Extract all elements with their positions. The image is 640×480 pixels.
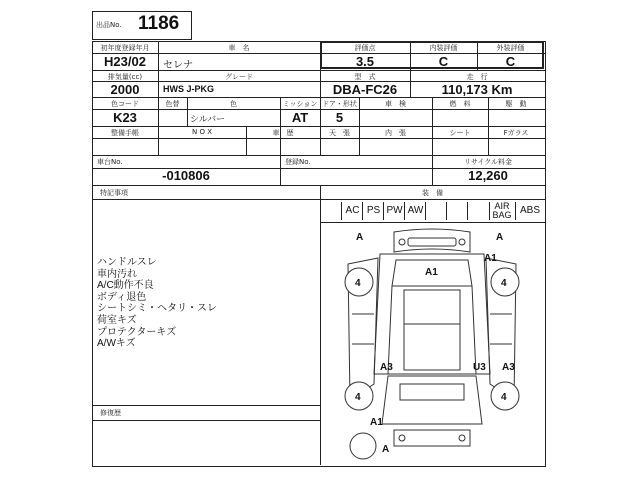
equip-abs: ABS: [519, 205, 540, 216]
model-label: 型 式: [354, 73, 376, 81]
line: [92, 199, 545, 200]
line: [92, 155, 545, 156]
history-label: 車 歴: [272, 129, 294, 137]
displacement: 2000: [110, 82, 140, 97]
transmission: AT: [291, 110, 309, 125]
spare-tire: [350, 433, 376, 459]
repair-history-label: 修復歴: [100, 409, 121, 417]
equip-blank: [446, 202, 468, 220]
mark-tire-fl: 4: [355, 278, 361, 289]
mark-rear-a1: A1: [370, 417, 383, 428]
color-change-label: 色替: [165, 100, 180, 108]
name-label: 車 名: [228, 44, 250, 52]
doors-label: ドア・形状: [322, 100, 357, 108]
line: [92, 97, 545, 98]
line: [92, 185, 545, 186]
line: [92, 405, 320, 406]
mark-right-side-u: U3: [473, 362, 486, 373]
displacement-label: 排気量(cc): [107, 73, 143, 81]
exterior-label: 外装評価: [496, 44, 525, 52]
color-code-label: 色コード: [111, 100, 139, 108]
remark-item: ボディ退色: [97, 291, 147, 303]
inner-lining-label: 内 張: [385, 129, 406, 137]
drive-label: 駆 動: [505, 100, 527, 108]
recycle-label: リサイクル料金: [463, 158, 513, 166]
nox-label: N O X: [192, 128, 212, 136]
line: [320, 185, 321, 465]
interior-label: 内装評価: [429, 44, 458, 52]
grade-label: グレード: [225, 73, 253, 81]
equip-blank: [425, 202, 447, 220]
glass-label: Fガラス: [503, 129, 529, 137]
lot-number: 1186: [138, 13, 180, 34]
equipment-row: [341, 202, 544, 220]
mark-tire-rr: 4: [501, 392, 507, 403]
line: [92, 70, 545, 71]
chassis-label: 車台No.: [97, 158, 123, 166]
exterior-score: C: [505, 54, 516, 69]
equip-ps: PS: [362, 202, 384, 220]
mark-rear-a: A: [382, 444, 390, 455]
mission-label: ミッション: [282, 100, 318, 108]
evaluation-score: 3.5: [355, 54, 375, 69]
line: [280, 155, 281, 185]
lot-label: 出品No.: [96, 21, 122, 29]
year-label: 初年度登録年月: [100, 44, 150, 52]
equip-aw: AW: [404, 202, 426, 220]
mark-tire-rl: 4: [355, 392, 361, 403]
car-diagram: [322, 224, 542, 464]
equip-airbag: AIR BAG: [489, 202, 516, 220]
score-label: 評価点: [354, 44, 376, 52]
remark-item: ハンドルスレ: [97, 257, 157, 268]
remark-item: シートシミ・ヘタリ・スレ: [97, 303, 217, 315]
mark-front-left: A: [356, 232, 364, 243]
color-code: K23: [113, 110, 137, 125]
mark-tire-fr: 4: [501, 278, 507, 289]
color-label: 色: [230, 100, 237, 108]
model-code: DBA-FC26: [332, 82, 398, 97]
registration-label: 登録No.: [285, 158, 311, 166]
line: [92, 420, 320, 421]
equip-blank: [467, 202, 490, 220]
mark-right-side: A3: [502, 362, 515, 373]
equip-ac: AC: [341, 202, 363, 220]
remark-item: 荷室キズ: [97, 314, 137, 326]
grade: HWS J-PKG: [163, 84, 215, 94]
line: [320, 222, 545, 223]
interior-score: C: [438, 54, 449, 69]
mark-roof: A1: [425, 267, 438, 278]
equip-pw: PW: [383, 202, 405, 220]
car-name: セレナ: [163, 60, 193, 71]
mileage: 110,173 Km: [441, 82, 513, 97]
remark-item: プロテクターキズ: [97, 326, 177, 338]
equipment-label: 装 備: [422, 189, 443, 197]
seat-label: シート: [449, 129, 471, 137]
remarks-label: 特記事項: [100, 189, 128, 197]
remark-item: A/Wキズ: [97, 338, 136, 350]
mark-right-front: A1: [484, 253, 497, 264]
mileage-label: 走 行: [466, 73, 488, 81]
remark-item: 車内汚れ: [97, 268, 137, 280]
door-count: 5: [335, 110, 344, 125]
color: シルバー: [190, 114, 226, 124]
first-registration: H23/02: [104, 54, 146, 69]
inspection-label: 車 検: [385, 100, 406, 108]
line: [92, 126, 545, 127]
mark-left-side: A3: [380, 362, 393, 373]
chassis-number: -010806: [162, 168, 210, 183]
fuel-label: 燃 料: [449, 100, 471, 108]
roof-lining-label: 天 張: [329, 129, 350, 137]
remark-item: A/C動作不良: [97, 280, 154, 292]
line: [92, 138, 545, 139]
recycle-fee: 12,260: [468, 168, 508, 183]
manual-label: 整備手帳: [111, 129, 139, 137]
mark-front-right: A: [496, 232, 504, 243]
remarks-list: [97, 257, 217, 350]
